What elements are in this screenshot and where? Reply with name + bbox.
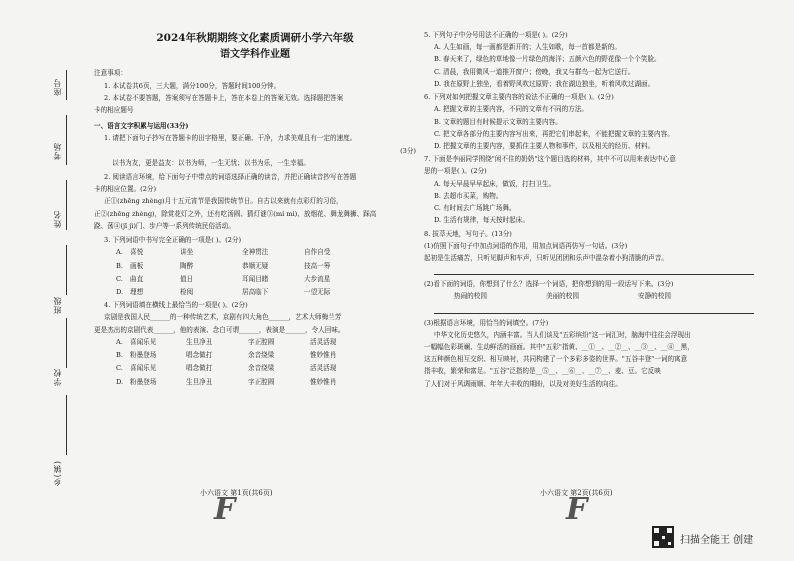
qr-code-icon xyxy=(652,526,674,548)
option-word: 恭顺无疑 xyxy=(242,261,269,270)
class-label: 班级 xyxy=(53,296,62,314)
question-8: 8. 拔萃天地，写句子。(13分) xyxy=(424,229,512,238)
question-2: 2. 阅读语言环境，给下面句子中带点的词语选择正确的读音，并把正确读音抄写在答题 xyxy=(104,173,357,182)
note-1: 1. 本试卷共6页，三大题，满分100分，答题时间100分钟。 xyxy=(104,81,281,90)
option-word: 惟妙惟肖 xyxy=(310,351,337,360)
divider xyxy=(66,245,67,295)
right-page-footer: 小六语文 第2页(共6页) xyxy=(540,489,613,497)
seat-label: 座号 xyxy=(53,78,62,96)
option-row xyxy=(94,377,416,387)
q6-option-d: D. 把握文章的主要内容，要抓住主要人物和事件，以及相关的经历、材料。 xyxy=(434,141,655,150)
question-7-cont: 思的一项是( )。(2分) xyxy=(424,167,487,176)
q5-option-d: D. 我在原野上独坐，看着野风吹过原野；我在湖边独坐，听着风吹过湖面。 xyxy=(434,79,655,88)
question-8-3-text-5: 了人们对于风调雨顺、年年大丰收的期盼，以及对美好生活的向往。 xyxy=(424,379,622,388)
option-word: 居高临下 xyxy=(242,288,269,297)
question-2-text-2: 正②(zhēng zhèng)，除赏花灯之外，还有吃汤圆、猜灯谜③(mí mì)、放烟花、舞龙舞狮、踩高 xyxy=(94,209,377,218)
option-word: 安静的校园 xyxy=(638,292,671,301)
section-1-heading: 一、语言文字积累与运用(33分) xyxy=(94,122,189,131)
option-letter: D. xyxy=(116,377,124,386)
option-letter: A. xyxy=(116,337,123,346)
option-word: 画板 xyxy=(130,261,144,270)
option-word: 余音绕梁 xyxy=(248,364,275,373)
question-4-text-1: 京剧是我国人民______的一种传统艺术，京剧有四大角色______，艺术大师梅兰芳 xyxy=(104,313,342,322)
question-6: 6. 下列对如何把握文章主要内容的说法不正确的一项是( )。(2分) xyxy=(424,93,614,102)
school-label: 学校 xyxy=(53,368,62,386)
note-2: 2. 本试卷不要答题，答案须写在答题卡上，答在本卷上的答案无效。选择题把答案 xyxy=(104,93,344,102)
option-row xyxy=(94,247,416,257)
q5-option-a: A. 人生如画，每一画都是新开的；人生如歌，每一首都是新的。 xyxy=(434,43,621,52)
option-word: 活灵活现 xyxy=(310,364,337,373)
exam-room-label: 考场 xyxy=(53,142,62,160)
answer-line xyxy=(434,305,754,314)
option-word: 大步流星 xyxy=(304,274,331,283)
option-word: 曲直 xyxy=(130,274,144,283)
option-word: 陶醉 xyxy=(180,261,194,270)
question-8-2: (2)看下面的词语，你想到了什么？选择一个词语，把你想到的用一段话写下来。(3分) xyxy=(424,280,674,289)
question-2-cont: 卡的相应位置。(2分) xyxy=(94,185,157,194)
option-word: 检阅 xyxy=(180,288,194,297)
q7-option-d: D. 生活有规律，每天按时起床。 xyxy=(434,216,529,225)
q7-option-b: B. 去超市买菜，购物。 xyxy=(434,191,503,200)
option-word: 技高一筹 xyxy=(304,261,331,270)
option-word: 值日 xyxy=(180,274,194,283)
question-1: 1. 请把下面句子抄写在答题卡的田字格里，要正确、干净，力求美观且有一定的速度。 xyxy=(104,134,357,143)
question-8-3-text-3: 这五种颜色相互交织、相互映衬，共同构建了一个多彩多姿的世界。"五谷丰登"一词的寓意 xyxy=(424,355,688,364)
q5-option-b: B. 春天来了，绿色的草地像一片绿色的海洋；五颜六色的野花像一个个笑脸。 xyxy=(434,55,661,64)
question-7: 7. 下面是李丽同学围绕"闲不住的奶奶"这个题目选的材料，其中不可以用来表达中心意 xyxy=(424,155,676,164)
question-3: 3. 下列词语中书写完全正确的一项是( )。(2分) xyxy=(104,236,242,245)
question-8-2-options xyxy=(424,291,754,301)
question-8-3-text-4: 指丰收，繁荣和富足。"五谷"泛指的是__⑤__、__⑥__、__⑦__、麦、豆。它反映 xyxy=(424,367,661,376)
divider xyxy=(66,115,67,165)
question-3-options xyxy=(94,247,416,297)
option-letter: C. xyxy=(116,274,123,283)
option-word: 惟妙惟肖 xyxy=(310,377,337,386)
option-letter: C. xyxy=(116,364,123,373)
option-word: 字正腔圆 xyxy=(248,337,275,346)
option-word: 活灵活现 xyxy=(310,337,337,346)
option-letter: B. xyxy=(116,351,123,360)
option-word: 唱念做打 xyxy=(186,351,213,360)
option-word: 讲坐 xyxy=(180,248,194,257)
option-row xyxy=(94,337,416,347)
option-word: 字正腔圆 xyxy=(248,377,275,386)
question-4: 4. 下列词语填在横线上最恰当的一项是( )。(2分) xyxy=(104,301,248,310)
option-word: 生旦净丑 xyxy=(186,377,213,386)
question-8-3: (3)根据语言环境，用恰当的词填空。(7分) xyxy=(424,318,549,327)
question-5: 5. 下列句子中分号用法不正确的一项是( )。(2分) xyxy=(424,31,568,39)
question-4-text-2: 更是杰出的京剧代表______，他的表演、念白可谓______，表演是______，令人回味。 xyxy=(94,325,345,334)
name-label: 姓名 xyxy=(53,210,62,228)
question-2-text-1: 正①(zhēng zhèng)月十五元宵节是我国传统节日。自古以来就有点彩灯的习俗， xyxy=(104,197,343,206)
question-8-1: (1)仿照下面句子中加点词语的作用，用加点词语再仿写一句话。(3分) xyxy=(424,241,628,250)
question-8-3-text-2: 一幅幅色彩斑斓、生动鲜活的画面。其中"五彩"指黄、__①__、__②__、__③__、__④__黑， xyxy=(424,343,694,352)
option-word: 喜悦 xyxy=(130,248,144,257)
option-word: 全神贯注 xyxy=(242,248,269,257)
option-word: 美丽的校园 xyxy=(546,292,579,301)
right-page xyxy=(424,30,754,391)
question-2-text-3: 跷、荡④(jī jì)门、步户等一系列传统民俗活动。 xyxy=(94,221,235,230)
question-8-1-text: 起初是生活痛苦，只听见脚声和车声，只听见团团和乐声中混杂着小狗清脆的声音。 xyxy=(424,253,668,262)
option-word: 喜闻乐见 xyxy=(130,364,157,373)
option-word: 理想 xyxy=(130,288,144,297)
option-row xyxy=(94,350,416,360)
option-row xyxy=(94,363,416,373)
option-word: 自作自受 xyxy=(304,248,331,257)
divider xyxy=(66,318,67,368)
divider xyxy=(66,180,67,230)
question-1-text: 以书为友，更是益友：以书为师，一生无忧；以书为乐，一生幸福。 xyxy=(112,158,310,167)
option-letter: B. xyxy=(116,261,123,270)
option-word: 喜闻乐见 xyxy=(130,337,157,346)
option-word: 粉墨登场 xyxy=(130,377,157,386)
divider xyxy=(66,70,67,100)
left-page xyxy=(94,30,416,390)
option-row xyxy=(94,261,416,271)
option-row xyxy=(94,287,416,297)
exam-subtitle: 语文学科作业题 xyxy=(220,48,290,60)
option-word: 唱念做打 xyxy=(186,364,213,373)
q6-option-c: C. 把文章各部分的主要内容写出来，再把它们串起来，不能把握文章的主要内容。 xyxy=(434,129,674,138)
option-letter: A. xyxy=(116,248,123,257)
question-4-options xyxy=(94,337,416,387)
q6-option-b: B. 文章的题目有时候提示文章的主要内容。 xyxy=(434,117,562,126)
divider xyxy=(66,395,67,455)
option-word: 耳闻目睹 xyxy=(242,274,269,283)
option-row xyxy=(94,274,416,284)
option-word: 生旦净丑 xyxy=(186,337,213,346)
option-word: 一望无际 xyxy=(304,288,331,297)
q7-option-c: C. 有时间去广场跳广场舞。 xyxy=(434,204,516,213)
left-page-footer: 小六语文 第1页(共6页) xyxy=(200,489,273,497)
question-8-3-text-1: 中华文化历史悠久，内涵丰富。当人们谈及"五彩缤纷"这一词汇时，脑海中往往会浮现出 xyxy=(434,330,691,339)
q7-option-a: A. 每天早晨早早起床，做饭，打扫卫生。 xyxy=(434,179,556,188)
option-word: 粉墨登场 xyxy=(130,351,157,360)
option-letter: D. xyxy=(116,288,124,297)
exam-title: 2024年秋期期终文化素质调研小学六年级 xyxy=(156,32,354,44)
page-watermark-letter: F xyxy=(566,492,588,527)
answer-line xyxy=(434,266,754,275)
option-word: 余音绕梁 xyxy=(248,351,275,360)
q5-option-c: C. 清晨，我用微风一道推开窗户；傍晚，我又与群鸟一起为它送行。 xyxy=(434,67,635,76)
q6-option-a: A. 把握文章的主要内容，不同的文章有不同的方法。 xyxy=(434,105,589,114)
question-1-score: (3分) xyxy=(400,146,416,155)
note-2-cont: 卡的相应题号 xyxy=(94,105,134,114)
option-word: 热闹的校园 xyxy=(454,292,487,301)
notes-heading: 注意事项： xyxy=(94,69,127,78)
scanner-watermark: 扫描全能王 创建 xyxy=(680,535,754,546)
township-label: 乡(镇) xyxy=(53,460,62,487)
page-watermark-letter: F xyxy=(214,492,236,527)
